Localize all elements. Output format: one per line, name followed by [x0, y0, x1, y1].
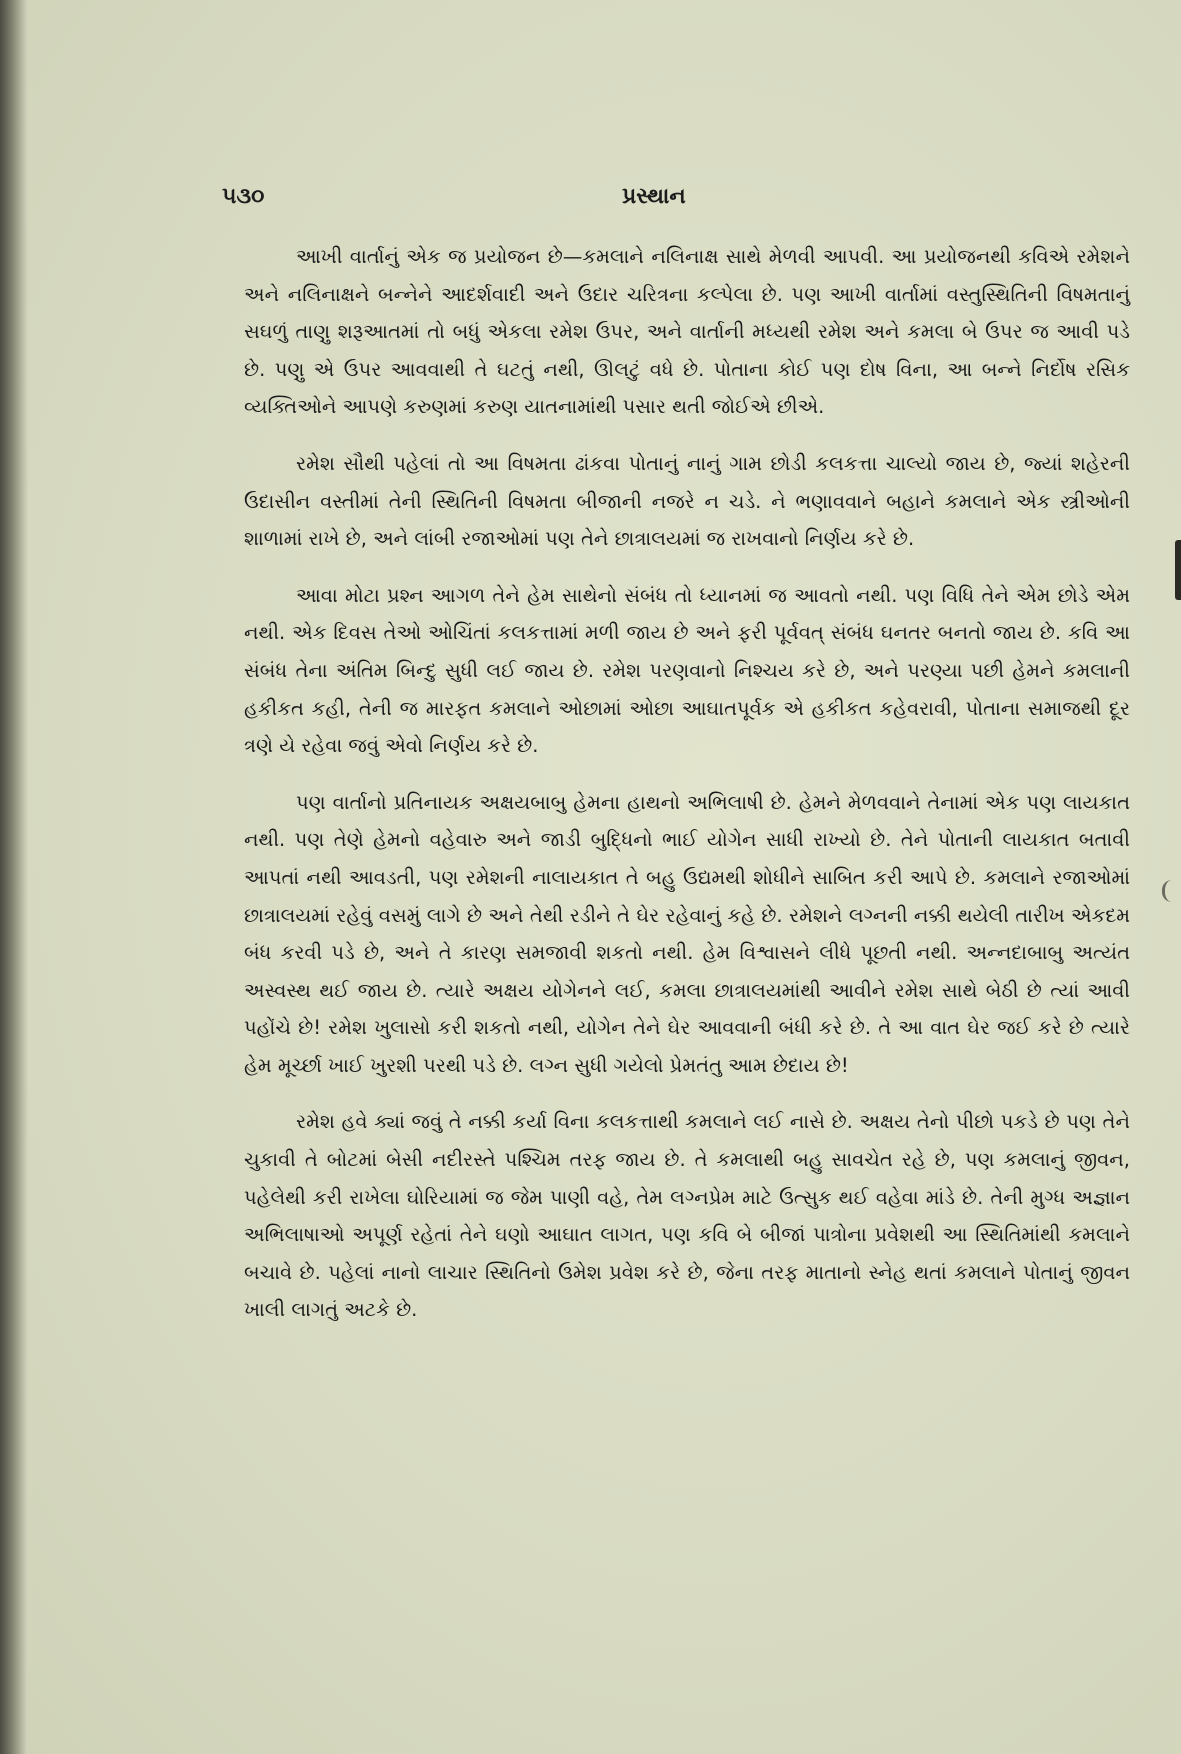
page-header [222, 184, 1122, 224]
page-edge-mark [1175, 540, 1181, 600]
paragraph-3: આવા મોટા પ્રશ્ન આગળ તેને હેમ સાથેનો સંબંધ તો ધ્યાનમાં જ આવતો નથી. પણ વિધિ તેને એમ છોડે એમ નથી. એક દિવસ તેઓ ઓચિંતાં કલકત્તામાં મળી જાય છે અને ફરી પૂર્વવત્ સંબંધ ઘનતર બનતો જાય છે. કવિ આ સંબંધ તેના અંતિમ બિન્દુ સુધી લઈ જાય છે. રમેશ પરણવાનો નિશ્ચય કરે છે, અને પરણ્યા પછી હેમને કમલાની હકીકત કહી, તેની જ મારફત કમલાને ઓછામાં ઓછા આઘાતપૂર્વક એ હકીકત કહેવરાવી, પોતાના સમાજથી દૂર ત્રણે યે રહેવા જવું એવો નિર્ણય કરે છે. [244, 583, 1130, 758]
paragraph-5: રમેશ હવે ક્યાં જવું તે નક્કી કર્યા વિના કલકત્તાથી કમલાને લઈ નાસે છે. અક્ષય તેનો પીછો પકડે છે પણ તેને ચુકાવી તે બોટમાં બેસી નદીરસ્તે પશ્ચિમ તરફ જાય છે. તે કમલાથી બહુ સાવચેત રહે છે, પણ કમલાનું જીવન, પહેલેથી કરી રાખેલા ઘોરિયામાં જ જેમ પાણી વહે, તેમ લગ્નપ્રેમ માટે ઉત્સુક થઈ વહેવા માંડે છે. તેની મુગ્ધ અજ્ઞાન અભિલાષાઓ અપૂર્ણ રહેતાં તેને ઘણો આઘાત લાગત, પણ કવિ બે બીજાં પાત્રોના પ્રવેશથી આ સ્થિતિમાંથી કમલાને બચાવે છે. પહેલાં નાનો લાચાર સ્થિતિનો ઉમેશ પ્રવેશ કરે છે, જેના તરફ માતાનો સ્નેહ થતાં કમલાને પોતાનું જીવન ખાલી લાગતું અટકે છે. [244, 1110, 1130, 1322]
running-title: પ્રસ્થાન [622, 184, 686, 209]
body-text [244, 238, 1130, 1348]
paragraph-2: રમેશ સૌથી પહેલાં તો આ વિષમતા ઢાંકવા પોતાનું નાનું ગામ છોડી કલકત્તા ચાલ્યો જાય છે, જ્યાં શહેરની ઉદાસીન વસ્તીમાં તેની સ્થિતિની વિષમતા બીજાની નજરે ન ચડે. ને ભણાવવાને બહાને કમલાને એક સ્ત્રીઓની શાળામાં રાખે છે, અને લાંબી રજાઓમાં પણ તેને છાત્રાલયમાં જ રાખવાનો નિર્ણય કરે છે. [244, 451, 1130, 551]
paragraph-4: પણ વાર્તાનો પ્રતિનાયક અક્ષયબાબુ હેમના હાથનો અભિલાષી છે. હેમને મેળવવાને તેનામાં એક પણ લાયકાત નથી. પણ તેણે હેમનો વહેવારુ અને જાડી બુદ્ધિનો ભાઈ યોગેન સાધી રાખ્યો છે. તેને પોતાની લાયકાત બતાવી આપતાં નથી આવડતી, પણ રમેશની નાલાયકાત તે બહુ ઉદ્યમથી શોધીને સાબિત કરી આપે છે. કમલાને રજાઓમાં છાત્રાલયમાં રહેવું વસમું લાગે છે અને તેથી રડીને તે ઘેર રહેવાનું કહે છે. રમેશને લગ્નની નક્કી થયેલી તારીખ એકદમ બંધ કરવી પડે છે, અને તે કારણ સમજાવી શકતો નથી. હેમ વિશ્વાસને લીધે પૂછતી નથી. અન્નદાબાબુ અત્યંત અસ્વસ્થ થઈ જાય છે. ત્યારે અક્ષય યોગેનને લઈ, કમલા છાત્રાલયમાંથી આવીને રમેશ સાથે બેઠી છે ત્યાં આવી પહોંચે છે! રમેશ ખુલાસો કરી શકતો નથી, યોગેન તેને ઘેર આવવાની બંધી કરે છે. તે આ વાત ઘેર જઈ કરે છે ત્યારે હેમ મૂર્ચ્છા ખાઈ ખુરશી પરથી પડે છે. લગ્ન સુધી ગયેલો પ્રેમતંતુ આમ છેદાય છે! [244, 790, 1130, 1077]
page-number: ૫૩૦ [222, 184, 265, 209]
paragraph-1: આખી વાર્તાનું એક જ પ્રયોજન છે—કમલાને નલિનાક્ષ સાથે મેળવી આપવી. આ પ્રયોજનથી કવિએ રમેશને અને નલિનાક્ષને બન્નેને આદર્શવાદી અને ઉદાર ચરિત્રના કલ્પેલા છે. પણ આખી વાર્તામાં વસ્તુસ્થિતિની વિષમતાનું સઘળું તાણુ શરૂઆતમાં તો બધું એકલા રમેશ ઉપર, અને વાર્તાની મધ્યથી રમેશ અને કમલા બે ઉપર જ આવી પડે છે. પણુ એ ઉપર આવવાથી તે ઘટતું નથી, ઊલટું વધે છે. પોતાના કોઈ પણ દોષ વિના, આ બન્ને નિર્દોષ રસિક વ્યક્તિઓને આપણે કરુણમાં કરુણ યાતનામાંથી પસાર થતી જોઈએ છીએ. [244, 245, 1130, 419]
page-edge-curl [1162, 880, 1179, 902]
book-spine-shadow [0, 0, 28, 1754]
